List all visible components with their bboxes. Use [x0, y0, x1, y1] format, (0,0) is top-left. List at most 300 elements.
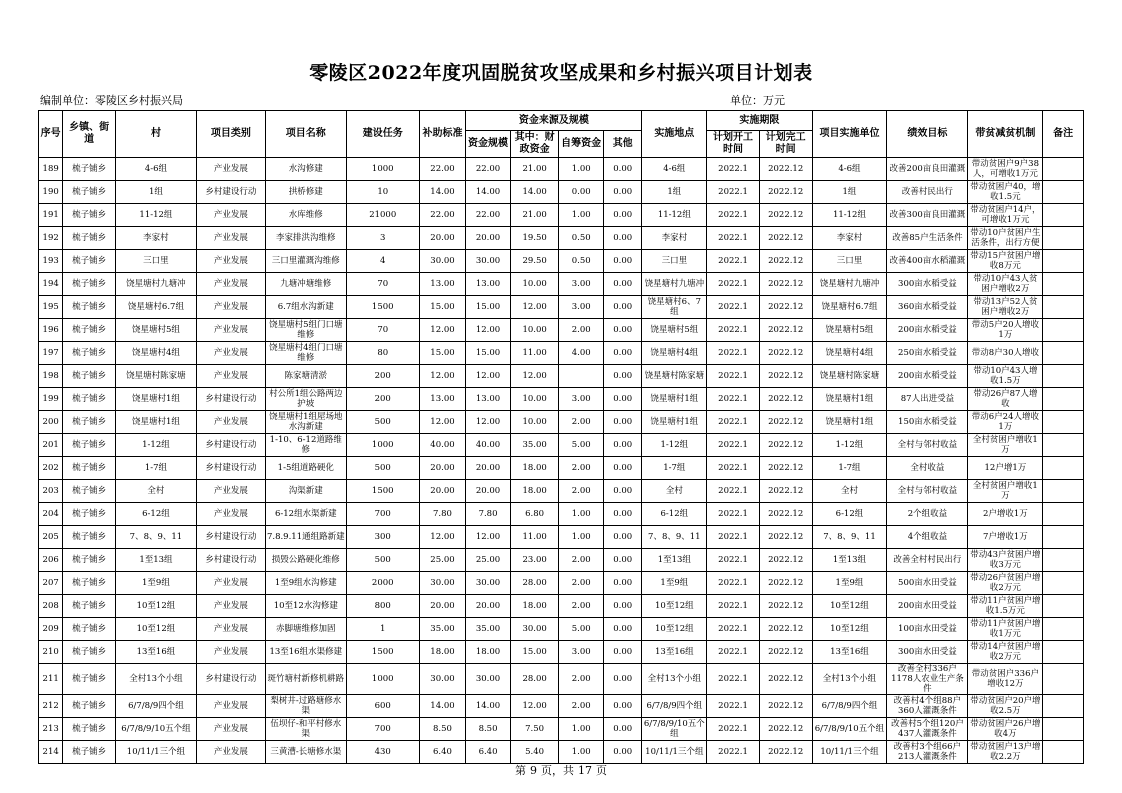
cell-project-name: 伍坝仔-和平村修水渠: [265, 718, 346, 741]
cell-end-time: 2022.12: [759, 388, 812, 411]
cell-fiscal-funds: 19.50: [510, 227, 559, 250]
cell-fund-scale: 15.00: [466, 342, 511, 365]
cell-end-time: 2022.12: [759, 273, 812, 296]
header-village: 村: [115, 111, 196, 158]
cell-self-funds: 4.00: [559, 342, 604, 365]
cell-other-funds: 0.00: [603, 618, 641, 641]
cell-other-funds: 0.00: [603, 741, 641, 764]
cell-fiscal-funds: 18.00: [510, 480, 559, 503]
cell-fund-scale: 20.00: [466, 457, 511, 480]
cell-town: 梳子铺乡: [63, 342, 116, 365]
cell-poverty-mechanism: 带动6户24人增收1万: [968, 411, 1043, 434]
cell-fiscal-funds: 21.00: [510, 158, 559, 181]
cell-village: 饶星塘村九塘冲: [115, 273, 196, 296]
cell-project-name: 10至12水沟修建: [265, 595, 346, 618]
cell-remark: [1043, 227, 1084, 250]
cell-seq: 204: [39, 503, 63, 526]
cell-fund-scale: 12.00: [466, 411, 511, 434]
header-task: 建设任务: [346, 111, 419, 158]
cell-performance-goal: 360亩水稻受益: [887, 296, 968, 319]
cell-other-funds: 0.00: [603, 296, 641, 319]
cell-other-funds: 0.00: [603, 595, 641, 618]
cell-self-funds: 2.00: [559, 572, 604, 595]
cell-subsidy: 30.00: [419, 572, 466, 595]
cell-seq: 193: [39, 250, 63, 273]
cell-end-time: 2022.12: [759, 227, 812, 250]
cell-location: 饶星塘村1组: [642, 388, 707, 411]
cell-implementing-unit: 6/7/8/9四个组: [812, 695, 887, 718]
cell-start-time: 2022.1: [707, 388, 760, 411]
cell-seq: 205: [39, 526, 63, 549]
cell-start-time: 2022.1: [707, 250, 760, 273]
cell-town: 梳子铺乡: [63, 388, 116, 411]
cell-subsidy: 20.00: [419, 457, 466, 480]
cell-task: 800: [346, 595, 419, 618]
cell-remark: [1043, 457, 1084, 480]
header-location: 实施地点: [642, 111, 707, 158]
cell-fiscal-funds: 35.00: [510, 434, 559, 457]
cell-poverty-mechanism: 带动贫困户13户增收2.2万: [968, 741, 1043, 764]
table-row: [39, 250, 1084, 273]
cell-implementing-unit: 6-12组: [812, 503, 887, 526]
footer-page-number: 9: [530, 764, 537, 777]
cell-village: 7、8、9、11: [115, 526, 196, 549]
cell-task: 500: [346, 411, 419, 434]
cell-end-time: 2022.12: [759, 365, 812, 388]
cell-fiscal-funds: 10.00: [510, 411, 559, 434]
cell-seq: 197: [39, 342, 63, 365]
cell-subsidy: 12.00: [419, 319, 466, 342]
cell-seq: 190: [39, 181, 63, 204]
cell-village: 10至12组: [115, 595, 196, 618]
cell-seq: 207: [39, 572, 63, 595]
cell-town: 梳子铺乡: [63, 250, 116, 273]
cell-implementing-unit: 1至13组: [812, 549, 887, 572]
cell-seq: 208: [39, 595, 63, 618]
cell-performance-goal: 150亩水稻受益: [887, 411, 968, 434]
table-row: [39, 572, 1084, 595]
cell-location: 6-12组: [642, 503, 707, 526]
cell-task: 700: [346, 503, 419, 526]
cell-fund-scale: 13.00: [466, 388, 511, 411]
cell-seq: 196: [39, 319, 63, 342]
cell-remark: [1043, 365, 1084, 388]
cell-start-time: 2022.1: [707, 595, 760, 618]
footer-suffix: 页: [596, 764, 607, 777]
cell-other-funds: 0.00: [603, 158, 641, 181]
header-seq: 序号: [39, 111, 63, 158]
table-row: [39, 549, 1084, 572]
cell-performance-goal: 改善村4个组88户360人灌溉条件: [887, 695, 968, 718]
cell-implementing-unit: 饶星塘村九塘冲: [812, 273, 887, 296]
cell-implementing-unit: 10至12组: [812, 595, 887, 618]
cell-town: 梳子铺乡: [63, 273, 116, 296]
cell-poverty-mechanism: 带动14户贫困户增收2万元: [968, 641, 1043, 664]
cell-other-funds: 0.00: [603, 480, 641, 503]
cell-task: 700: [346, 718, 419, 741]
cell-performance-goal: 全村与邻村收益: [887, 434, 968, 457]
header-subsidy: 补助标准: [419, 111, 466, 158]
cell-category: 产业发展: [196, 718, 265, 741]
cell-subsidy: 12.00: [419, 526, 466, 549]
cell-remark: [1043, 250, 1084, 273]
cell-town: 梳子铺乡: [63, 365, 116, 388]
table-row: [39, 365, 1084, 388]
cell-category: 产业发展: [196, 503, 265, 526]
cell-end-time: 2022.12: [759, 741, 812, 764]
cell-village: 1组: [115, 181, 196, 204]
cell-self-funds: 2.00: [559, 549, 604, 572]
footer-middle: 页，共: [541, 764, 574, 777]
table-row: [39, 695, 1084, 718]
cell-project-name: 1至9组水沟修建: [265, 572, 346, 595]
cell-remark: [1043, 718, 1084, 741]
header-other-funds: 其他: [603, 131, 641, 158]
cell-fund-scale: 12.00: [466, 526, 511, 549]
cell-performance-goal: 300亩水田受益: [887, 641, 968, 664]
cell-seq: 201: [39, 434, 63, 457]
cell-start-time: 2022.1: [707, 319, 760, 342]
cell-category: 乡村建设行动: [196, 181, 265, 204]
cell-implementing-unit: 1-7组: [812, 457, 887, 480]
cell-poverty-mechanism: 带动26户贫困户增收2万元: [968, 572, 1043, 595]
header-project-name: 项目名称: [265, 111, 346, 158]
cell-fund-scale: 20.00: [466, 227, 511, 250]
cell-category: 产业发展: [196, 250, 265, 273]
cell-performance-goal: 改善85户生活条件: [887, 227, 968, 250]
cell-project-name: 沟渠新建: [265, 480, 346, 503]
cell-remark: [1043, 342, 1084, 365]
cell-location: 13至16组: [642, 641, 707, 664]
cell-task: 600: [346, 695, 419, 718]
cell-end-time: 2022.12: [759, 595, 812, 618]
cell-seq: 202: [39, 457, 63, 480]
header-start-time: 计划开工时间: [707, 131, 760, 158]
table-row: [39, 319, 1084, 342]
cell-location: 1-7组: [642, 457, 707, 480]
cell-end-time: 2022.12: [759, 250, 812, 273]
header-remark: 备注: [1043, 111, 1084, 158]
cell-category: 产业发展: [196, 319, 265, 342]
cell-category: 产业发展: [196, 618, 265, 641]
cell-remark: [1043, 572, 1084, 595]
cell-project-name: 梨树井-过路塘修水渠: [265, 695, 346, 718]
cell-performance-goal: 改善村民出行: [887, 181, 968, 204]
cell-performance-goal: 改善200亩良田灌溉: [887, 158, 968, 181]
cell-poverty-mechanism: 带动贫困户20户增收2.5万: [968, 695, 1043, 718]
cell-fund-scale: 14.00: [466, 181, 511, 204]
cell-subsidy: 12.00: [419, 411, 466, 434]
cell-end-time: 2022.12: [759, 526, 812, 549]
cell-category: 产业发展: [196, 411, 265, 434]
cell-subsidy: 15.00: [419, 296, 466, 319]
cell-self-funds: 3.00: [559, 296, 604, 319]
cell-task: 3: [346, 227, 419, 250]
cell-fiscal-funds: 10.00: [510, 388, 559, 411]
cell-subsidy: 30.00: [419, 664, 466, 695]
cell-project-name: 7.8.9.11通组路新建: [265, 526, 346, 549]
cell-poverty-mechanism: 7户增收1万: [968, 526, 1043, 549]
cell-fund-scale: 18.00: [466, 641, 511, 664]
cell-implementing-unit: 饶星塘村5组: [812, 319, 887, 342]
cell-poverty-mechanism: 带动10户43人贫困户增收2万: [968, 273, 1043, 296]
cell-category: 产业发展: [196, 572, 265, 595]
cell-performance-goal: 全村收益: [887, 457, 968, 480]
cell-town: 梳子铺乡: [63, 411, 116, 434]
cell-project-name: 水库维修: [265, 204, 346, 227]
table-row: [39, 411, 1084, 434]
cell-village: 6/7/8/9/10五个组: [115, 718, 196, 741]
table-row: [39, 595, 1084, 618]
header-self-funds: 自筹资金: [559, 131, 604, 158]
cell-location: 10至12组: [642, 618, 707, 641]
cell-subsidy: 20.00: [419, 227, 466, 250]
cell-self-funds: 2.00: [559, 411, 604, 434]
table-row: [39, 664, 1084, 695]
cell-fund-scale: 6.40: [466, 741, 511, 764]
cell-town: 梳子铺乡: [63, 549, 116, 572]
cell-other-funds: 0.00: [603, 273, 641, 296]
cell-village: 1-7组: [115, 457, 196, 480]
cell-town: 梳子铺乡: [63, 526, 116, 549]
cell-end-time: 2022.12: [759, 181, 812, 204]
cell-town: 梳子铺乡: [63, 664, 116, 695]
cell-start-time: 2022.1: [707, 572, 760, 595]
cell-self-funds: 2.00: [559, 480, 604, 503]
cell-project-name: 水沟修建: [265, 158, 346, 181]
cell-poverty-mechanism: 带动贫困户40，增收1.5元: [968, 181, 1043, 204]
cell-performance-goal: 4个组收益: [887, 526, 968, 549]
cell-fund-scale: 35.00: [466, 618, 511, 641]
cell-poverty-mechanism: 带动11户贫困户增收1万元: [968, 618, 1043, 641]
cell-remark: [1043, 296, 1084, 319]
cell-village: 6-12组: [115, 503, 196, 526]
cell-performance-goal: 200亩水田受益: [887, 595, 968, 618]
cell-subsidy: 8.50: [419, 718, 466, 741]
cell-town: 梳子铺乡: [63, 595, 116, 618]
cell-village: 李家村: [115, 227, 196, 250]
cell-remark: [1043, 641, 1084, 664]
cell-start-time: 2022.1: [707, 434, 760, 457]
cell-remark: [1043, 434, 1084, 457]
cell-town: 梳子铺乡: [63, 618, 116, 641]
cell-task: 430: [346, 741, 419, 764]
cell-village: 11-12组: [115, 204, 196, 227]
cell-task: 1500: [346, 296, 419, 319]
cell-fiscal-funds: 18.00: [510, 595, 559, 618]
cell-end-time: 2022.12: [759, 503, 812, 526]
cell-task: 500: [346, 457, 419, 480]
cell-start-time: 2022.1: [707, 718, 760, 741]
cell-location: 饶星塘村6、7组: [642, 296, 707, 319]
cell-self-funds: 2.00: [559, 695, 604, 718]
cell-location: 6/7/8/9/10五个组: [643, 719, 705, 739]
cell-self-funds: 0.00: [559, 181, 604, 204]
cell-seq: 189: [39, 158, 63, 181]
cell-implementing-unit: 饶星塘村1组: [812, 411, 887, 434]
cell-village: 1至13组: [115, 549, 196, 572]
cell-performance-goal: 250亩水稻受益: [887, 342, 968, 365]
cell-fiscal-funds: 12.00: [510, 695, 559, 718]
cell-performance-goal: 改善全村336户1178人农业生产条件: [887, 664, 968, 695]
cell-remark: [1043, 480, 1084, 503]
cell-subsidy: 30.00: [419, 250, 466, 273]
cell-performance-goal: 87人出进受益: [887, 388, 968, 411]
cell-poverty-mechanism: 带动贫困户26户增收4万: [968, 718, 1043, 741]
table-row: [39, 503, 1084, 526]
cell-seq: 199: [39, 388, 63, 411]
cell-location: 11-12组: [642, 204, 707, 227]
cell-task: 10: [346, 181, 419, 204]
cell-seq: 194: [39, 273, 63, 296]
cell-implementing-unit: 饶星塘村1组: [812, 388, 887, 411]
cell-subsidy: 40.00: [419, 434, 466, 457]
cell-category: 产业发展: [196, 342, 265, 365]
cell-category: 产业发展: [196, 741, 265, 764]
cell-implementing-unit: 4-6组: [812, 158, 887, 181]
cell-location: 10至12组: [642, 595, 707, 618]
cell-implementing-unit: 饶星塘村陈家塘: [812, 365, 887, 388]
cell-fiscal-funds: 30.00: [510, 618, 559, 641]
cell-remark: [1043, 526, 1084, 549]
footer-total-pages: 17: [578, 764, 592, 777]
table-row: [39, 181, 1084, 204]
cell-project-name: 李家排洪沟维修: [265, 227, 346, 250]
cell-category: 产业发展: [196, 595, 265, 618]
cell-other-funds: 0.00: [603, 457, 641, 480]
cell-location: 1至13组: [642, 549, 707, 572]
cell-fiscal-funds: 11.00: [510, 342, 559, 365]
cell-fiscal-funds: 11.00: [510, 526, 559, 549]
cell-other-funds: 0.00: [603, 388, 641, 411]
cell-fund-scale: 20.00: [466, 480, 511, 503]
cell-poverty-mechanism: 带动15户贫困户增收8万元: [968, 250, 1043, 273]
cell-other-funds: 0.00: [603, 664, 641, 695]
cell-poverty-mechanism: 带动贫困户336户增收12万: [968, 664, 1043, 695]
cell-seq: 209: [39, 618, 63, 641]
cell-self-funds: 5.00: [559, 618, 604, 641]
cell-start-time: 2022.1: [707, 618, 760, 641]
cell-end-time: 2022.12: [759, 434, 812, 457]
cell-category: 产业发展: [196, 365, 265, 388]
cell-other-funds: 0.00: [603, 695, 641, 718]
table-row: [39, 741, 1084, 764]
cell-poverty-mechanism: 带动43户贫困户增收3万元: [968, 549, 1043, 572]
cell-task: 21000: [346, 204, 419, 227]
cell-start-time: 2022.1: [707, 457, 760, 480]
cell-remark: [1043, 319, 1084, 342]
cell-implementing-unit: 1组: [812, 181, 887, 204]
cell-other-funds: 0.00: [603, 365, 641, 388]
cell-town: 梳子铺乡: [63, 204, 116, 227]
cell-project-name: 13至16组水渠修建: [265, 641, 346, 664]
cell-start-time: 2022.1: [707, 365, 760, 388]
cell-subsidy: 20.00: [419, 595, 466, 618]
cell-category: 产业发展: [196, 204, 265, 227]
cell-project-name: 6-12组水渠新建: [265, 503, 346, 526]
cell-subsidy: 13.00: [419, 388, 466, 411]
cell-fund-scale: 7.80: [466, 503, 511, 526]
cell-subsidy: 22.00: [419, 204, 466, 227]
cell-town: 梳子铺乡: [63, 181, 116, 204]
cell-category: 乡村建设行动: [196, 434, 265, 457]
cell-self-funds: [559, 365, 604, 388]
cell-self-funds: 2.00: [559, 664, 604, 695]
cell-fund-scale: 22.00: [466, 158, 511, 181]
cell-implementing-unit: 饶星塘村6.7组: [812, 296, 887, 319]
cell-subsidy: 15.00: [419, 342, 466, 365]
cell-start-time: 2022.1: [707, 273, 760, 296]
cell-town: 梳子铺乡: [63, 480, 116, 503]
cell-town: 梳子铺乡: [63, 641, 116, 664]
cell-task: 1500: [346, 641, 419, 664]
cell-end-time: 2022.12: [759, 411, 812, 434]
cell-village: 饶星塘村陈家塘: [115, 365, 196, 388]
cell-fund-scale: 40.00: [466, 434, 511, 457]
cell-poverty-mechanism: 全村贫困户增收1万: [968, 480, 1043, 503]
cell-performance-goal: 100亩水田受益: [887, 618, 968, 641]
cell-start-time: 2022.1: [707, 526, 760, 549]
cell-implementing-unit: 李家村: [812, 227, 887, 250]
cell-poverty-mechanism: 带动26户87人增收: [968, 388, 1043, 411]
cell-remark: [1043, 181, 1084, 204]
cell-category: 产业发展: [196, 480, 265, 503]
cell-fiscal-funds: 28.00: [510, 664, 559, 695]
cell-project-name: 损毁公路硬化维修: [265, 549, 346, 572]
cell-village: 1至9组: [115, 572, 196, 595]
cell-start-time: 2022.1: [707, 411, 760, 434]
cell-fiscal-funds: 12.00: [510, 296, 559, 319]
cell-town: 梳子铺乡: [63, 457, 116, 480]
cell-poverty-mechanism: 12户增1万: [968, 457, 1043, 480]
cell-town: 梳子铺乡: [63, 572, 116, 595]
cell-remark: [1043, 503, 1084, 526]
cell-self-funds: 2.00: [559, 595, 604, 618]
cell-category: 乡村建设行动: [196, 457, 265, 480]
cell-self-funds: 0.50: [559, 227, 604, 250]
cell-remark: [1043, 595, 1084, 618]
cell-seq: 200: [39, 411, 63, 434]
cell-performance-goal: 改善400亩水稻灌溉: [887, 250, 968, 273]
cell-end-time: 2022.12: [759, 480, 812, 503]
cell-implementing-unit: 7、8、9、11: [812, 526, 887, 549]
cell-implementing-unit: 10至12组: [812, 618, 887, 641]
header-funds-group: 资金来源及规模: [466, 111, 642, 131]
cell-start-time: 2022.1: [707, 741, 760, 764]
cell-end-time: 2022.12: [759, 296, 812, 319]
cell-project-name: 1-5组道路硬化: [265, 457, 346, 480]
cell-village: 全村13个小组: [115, 664, 196, 695]
cell-other-funds: 0.00: [603, 503, 641, 526]
header-category: 项目类别: [196, 111, 265, 158]
cell-poverty-mechanism: 带动8户30人增收: [968, 342, 1043, 365]
cell-other-funds: 0.00: [603, 434, 641, 457]
cell-location: 全村: [642, 480, 707, 503]
cell-self-funds: 1.00: [559, 526, 604, 549]
cell-end-time: 2022.12: [759, 618, 812, 641]
table-row: [39, 296, 1084, 319]
table-row: [39, 718, 1084, 741]
cell-implementing-unit: 6/7/8/9/10五个组: [812, 718, 887, 741]
cell-subsidy: 14.00: [419, 181, 466, 204]
cell-remark: [1043, 549, 1084, 572]
cell-end-time: 2022.12: [759, 641, 812, 664]
document-title: 零陵区2022年度巩固脱贫攻坚成果和乡村振兴项目计划表: [309, 62, 813, 84]
cell-end-time: 2022.12: [759, 319, 812, 342]
cell-implementing-unit: 10/11/1三个组: [812, 741, 887, 764]
cell-village: 6/7/8/9四个组: [115, 695, 196, 718]
cell-village: 全村: [115, 480, 196, 503]
